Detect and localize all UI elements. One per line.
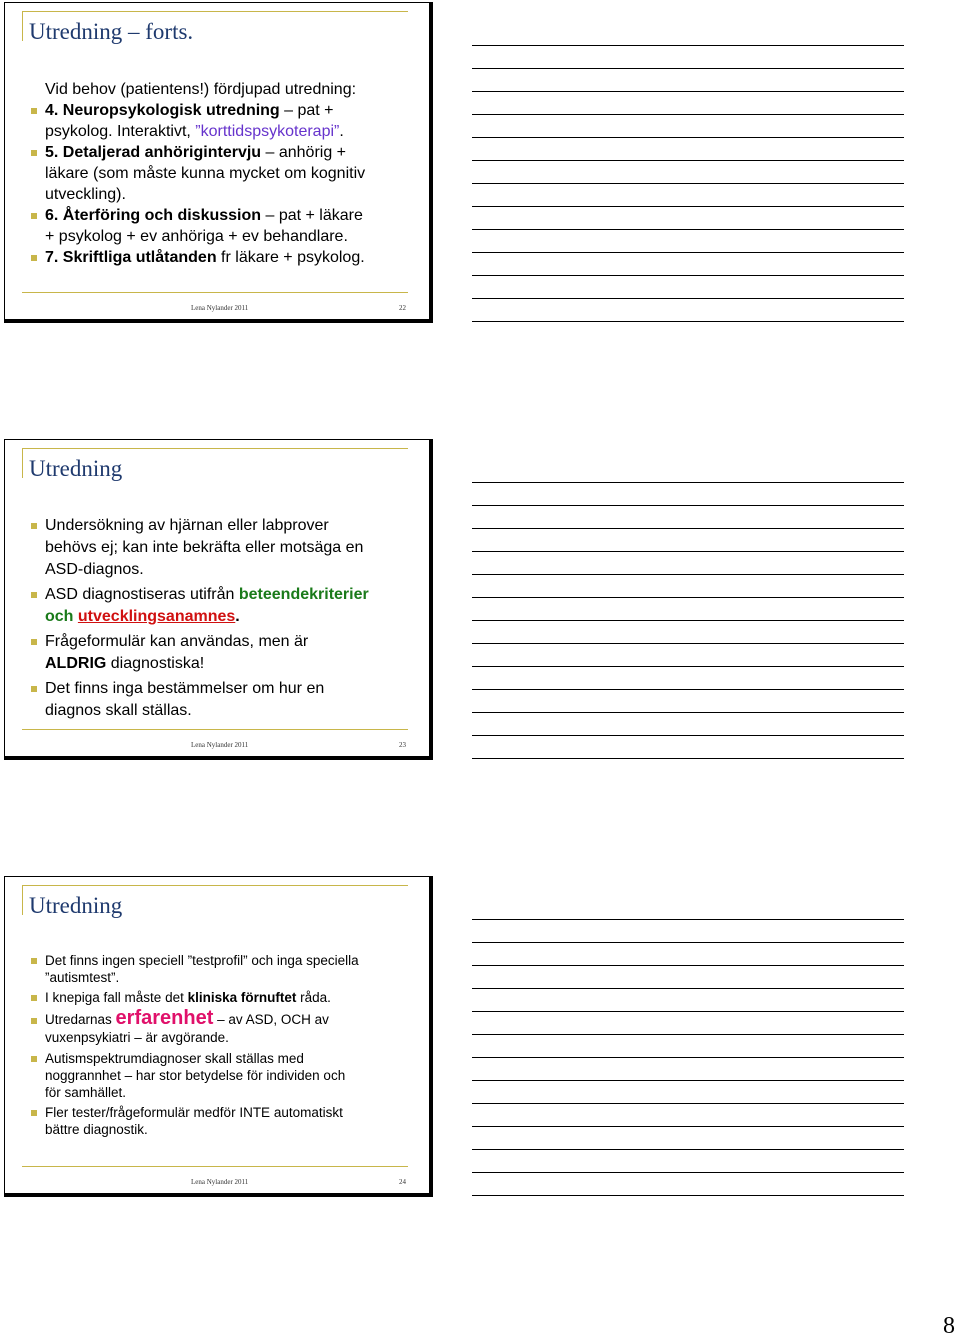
note-line	[472, 114, 904, 115]
list-item: Autismspektrumdiagnoser skall ställas med noggrannhet – har stor betydelse för individen och för samhället.	[29, 1050, 419, 1101]
slide-number: 22	[399, 304, 406, 312]
list-item: 4. Neuropsykologisk utredning – pat + psykolog. Interaktivt, ”korttidspsykoterapi”.	[29, 100, 419, 142]
note-line	[472, 206, 904, 207]
footer-divider	[22, 292, 408, 293]
title-accent-horizontal	[22, 885, 408, 886]
note-line	[472, 160, 904, 161]
slide-title: Utredning – forts.	[29, 19, 194, 44]
slide-number: 24	[399, 1178, 406, 1186]
note-line	[472, 1172, 904, 1173]
note-line	[472, 735, 904, 736]
bullet-list	[29, 515, 419, 725]
list-item: I knepiga fall måste det kliniska förnuftet råda.	[29, 989, 419, 1006]
slide-title: Utredning	[29, 893, 123, 918]
list-item: Fler tester/frågeformulär medför INTE automatiskt bättre diagnostik.	[29, 1104, 419, 1138]
slide-22	[4, 2, 433, 323]
note-line	[472, 689, 904, 690]
title-accent-horizontal	[22, 448, 408, 449]
note-line	[472, 919, 904, 920]
slide-number: 23	[399, 741, 406, 749]
square-bullet-icon	[31, 995, 37, 1001]
slide-body	[29, 79, 424, 268]
note-line	[472, 1126, 904, 1127]
title-accent-horizontal	[22, 11, 408, 12]
square-bullet-icon	[31, 255, 37, 261]
page-number: 8	[943, 1313, 955, 1339]
list-item: Frågeformulär kan användas, men är ALDRIG diagnostiska!	[29, 631, 419, 675]
title-accent-vertical	[22, 448, 23, 478]
note-line	[472, 942, 904, 943]
note-line	[472, 597, 904, 598]
list-item: 7. Skriftliga utlåtanden fr läkare + psykolog.	[29, 247, 419, 268]
note-line	[472, 1195, 904, 1196]
footer-author: Lena Nylander 2011	[191, 1178, 249, 1186]
note-line	[472, 712, 904, 713]
note-line	[472, 298, 904, 299]
note-line	[472, 620, 904, 621]
footer-author: Lena Nylander 2011	[191, 304, 249, 312]
bullet-list	[29, 952, 419, 1141]
note-line	[472, 1057, 904, 1058]
note-line	[472, 965, 904, 966]
note-line	[472, 1011, 904, 1012]
square-bullet-icon	[31, 213, 37, 219]
list-item: 6. Återföring och diskussion – pat + läkare + psykolog + ev anhöriga + ev behandlare.	[29, 205, 419, 247]
note-line	[472, 1149, 904, 1150]
square-bullet-icon	[31, 1018, 37, 1024]
square-bullet-icon	[31, 1056, 37, 1062]
list-item: Det finns inga bestämmelser om hur en diagnos skall ställas.	[29, 678, 419, 722]
list-item: Det finns ingen speciell ”testprofil” och inga speciella ”autismtest”.	[29, 952, 419, 986]
title-accent-vertical	[22, 11, 23, 41]
title-accent-vertical	[22, 885, 23, 915]
note-line	[472, 91, 904, 92]
square-bullet-icon	[31, 150, 37, 156]
note-line	[472, 321, 904, 322]
square-bullet-icon	[31, 523, 37, 529]
slide-23	[4, 439, 433, 760]
note-line	[472, 1034, 904, 1035]
note-line	[472, 666, 904, 667]
slide-title: Utredning	[29, 456, 123, 481]
note-line	[472, 229, 904, 230]
note-line	[472, 137, 904, 138]
square-bullet-icon	[31, 108, 37, 114]
square-bullet-icon	[31, 958, 37, 964]
list-item: ASD diagnostiseras utifrån beteendekriterier och utvecklingsanamnes.	[29, 584, 419, 628]
list-item: Utredarnas erfarenhet – av ASD, OCH av vuxenpsykiatri – är avgörande.	[29, 1009, 419, 1047]
note-line	[472, 252, 904, 253]
square-bullet-icon	[31, 686, 37, 692]
list-item: 5. Detaljerad anhörigintervju – anhörig + läkare (som måste kunna mycket om kognitiv utveckling).	[29, 142, 419, 205]
note-line	[472, 528, 904, 529]
note-line	[472, 183, 904, 184]
note-line	[472, 275, 904, 276]
square-bullet-icon	[31, 1110, 37, 1116]
square-bullet-icon	[31, 592, 37, 598]
note-line	[472, 45, 904, 46]
footer-author: Lena Nylander 2011	[191, 741, 249, 749]
list-item: Undersökning av hjärnan eller labprover behövs ej; kan inte bekräfta eller motsäga en ASD-diagnos.	[29, 515, 419, 581]
bullet-list	[29, 100, 419, 268]
note-line	[472, 1103, 904, 1104]
note-line	[472, 482, 904, 483]
note-line	[472, 574, 904, 575]
note-line	[472, 551, 904, 552]
square-bullet-icon	[31, 639, 37, 645]
intro-text: Vid behov (patientens!) fördjupad utredning:	[45, 81, 357, 98]
note-line	[472, 505, 904, 506]
footer-divider	[22, 1166, 408, 1167]
footer-divider	[22, 729, 408, 730]
slide-24	[4, 876, 433, 1197]
note-line	[472, 68, 904, 69]
note-line	[472, 758, 904, 759]
note-line	[472, 988, 904, 989]
note-line	[472, 643, 904, 644]
note-line	[472, 1080, 904, 1081]
